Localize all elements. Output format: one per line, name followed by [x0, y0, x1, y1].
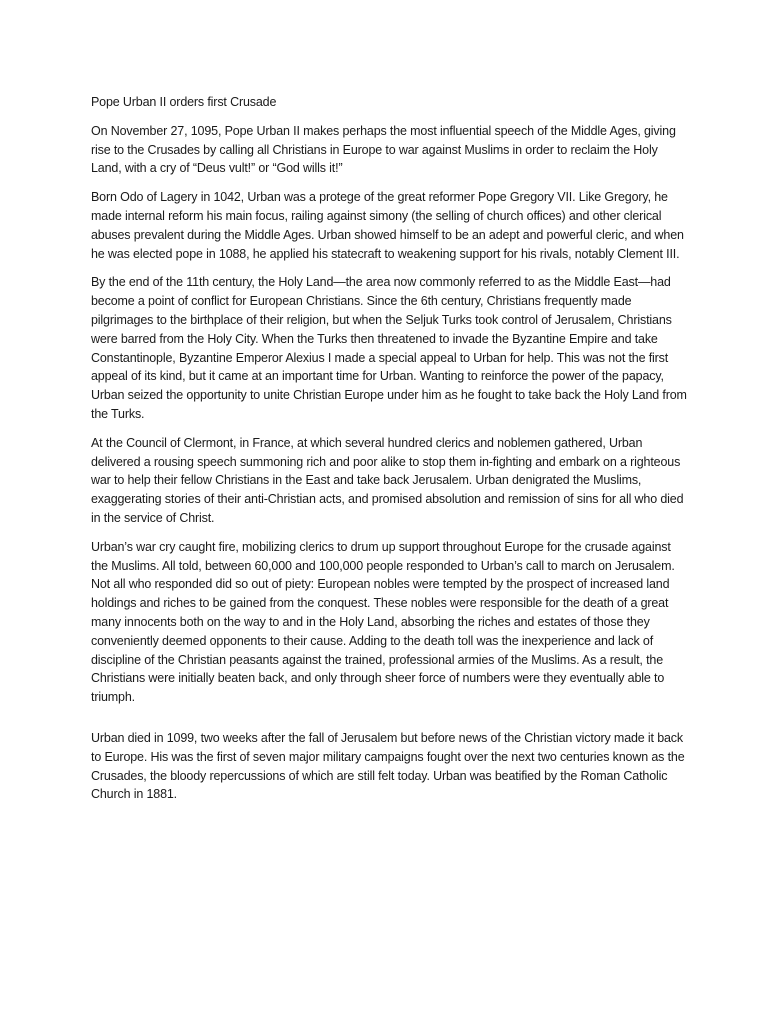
paragraph-death-of-urban: Urban died in 1099, two weeks after the fall of Jerusalem but before news of the Christian victory made it back to Europe. His was the first of seven major military campaigns fought over the next two centuries known as the Crusades, the bloody repercussions of which are still felt today. Urban was beatified by the Roman Catholic Church in 1881.	[91, 730, 685, 802]
paragraph-biography: Born Odo of Lagery in 1042, Urban was a protege of the great reformer Pope Gregory VII. Like Gregory, he made internal reform his main focus, railing against simony (the selling of church offices) and other clerical abuses prevalent during the Middle Ages. Urban showed himself to be an adept and powerful cleric, and when he was elected pope in 1088, he applied his statecraft to weakening support for his rivals, notably Clement III.	[91, 190, 684, 261]
paragraph-war-cry: Urban’s war cry caught fire, mobilizing clerics to drum up support throughout Europe for the crusade against the Muslims. All told, between 60,000 and 100,000 people responded to Urban’s call to march on Jerusalem. Not all who responded did so out of piety: European nobles were tempted by the prospect of increased land holdings and riches to be gained from the conquest. These nobles were responsible for the death of a great many innocents both on the way to and in the Holy Land, absorbing the riches and estates of those they conveniently deemed opponents to their cause. Adding to the death toll was the inexperience and lack of discipline of the Christian peasants against the trained, professional armies of the Muslims. As a result, the Christians were initially beaten back, and only through sheer force of numbers were they eventually able to triumph.	[91, 539, 675, 705]
document-title: Pope Urban II orders first Crusade	[91, 95, 277, 109]
document-body	[91, 93, 687, 814]
paragraph-holy-land: By the end of the 11th century, the Holy Land—the area now commonly referred to as the Middle East—had become a point of conflict for European Christians. Since the 6th century, Christians frequently made pilgrimages to the birthplace of their religion, but when the Seljuk Turks took control of Jerusalem, Christians were barred from the Holy City. When the Turks then threatened to invade the Byzantine Empire and take Constantinople, Byzantine Emperor Alexius I made a special appeal to Urban for help. This was not the first appeal of its kind, but it came at an important time for Urban. Wanting to reinforce the power of the papacy, Urban seized the opportunity to unite Christian Europe under him as he fought to take back the Holy Land from the Turks.	[91, 275, 687, 421]
paragraph-council-of-clermont: At the Council of Clermont, in France, at which several hundred clerics and noblemen gathered, Urban delivered a rousing speech summoning rich and poor alike to stop them in-fighting and embark on a righteous war to help their fellow Christians in the East and take back Jerusalem. Urban denigrated the Muslims, exaggerating stories of their anti-Christian acts, and promised absolution and remission of sins for all who died in the service of Christ.	[91, 435, 684, 525]
paragraph-intro: On November 27, 1095, Pope Urban II makes perhaps the most influential speech of the Middle Ages, giving rise to the Crusades by calling all Christians in Europe to war against Muslims in order to reclaim the Holy Land, with a cry of “Deus vult!” or “God wills it!”	[91, 123, 676, 176]
